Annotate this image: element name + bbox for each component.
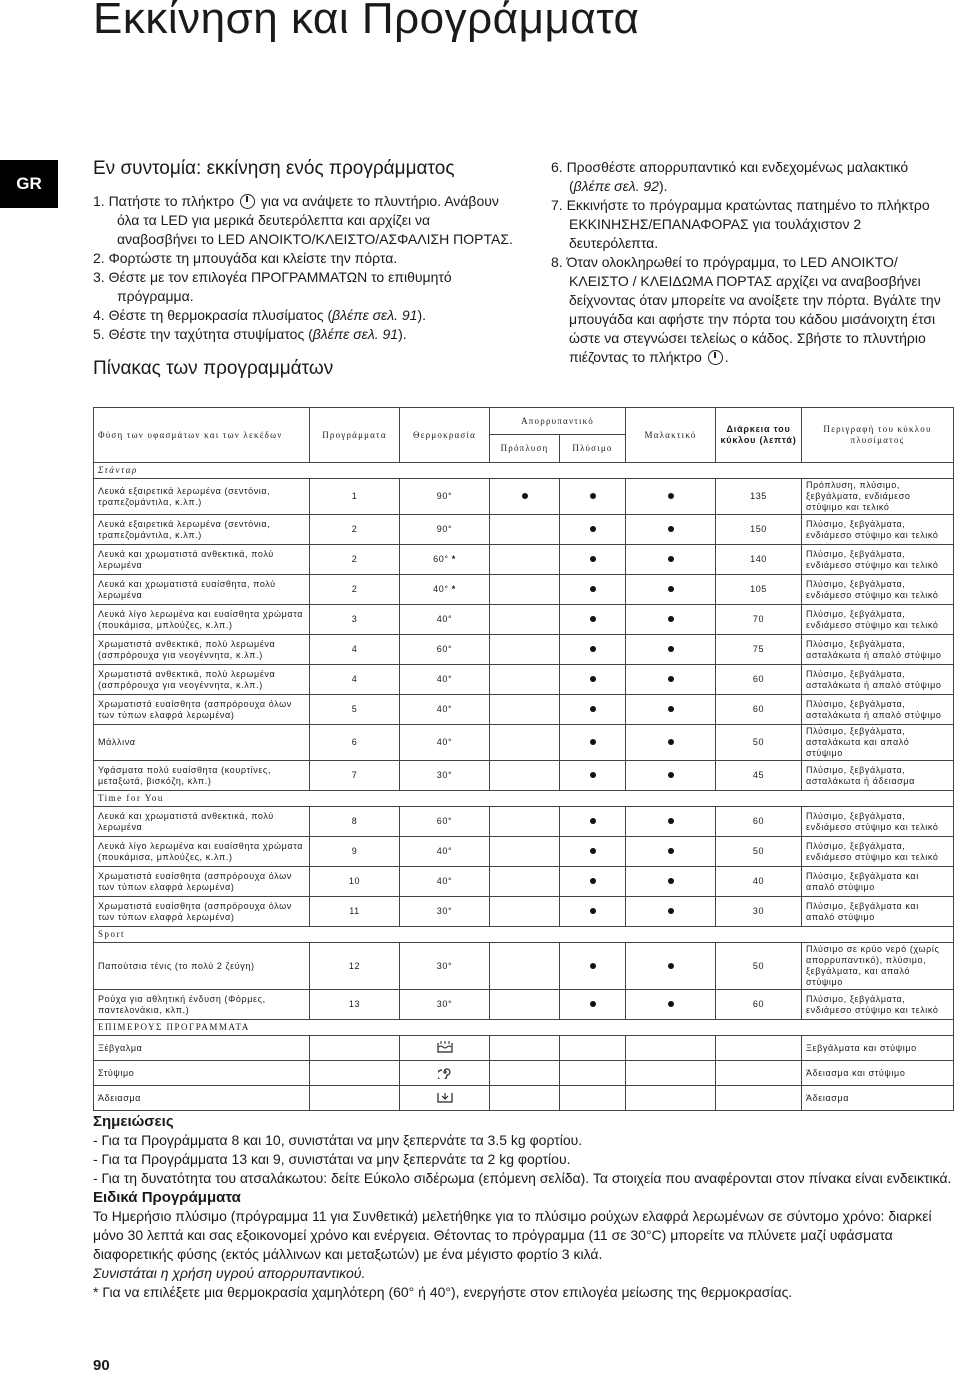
prewash-cell (490, 725, 560, 761)
dot-mark (668, 818, 674, 824)
prewash-cell (490, 515, 560, 545)
quick-start-heading: Εν συντομία: εκκίνηση ενός προγράμματος (93, 158, 455, 179)
dot-mark (590, 878, 596, 884)
header-softener: Μαλακτικό (626, 408, 716, 463)
duration-cell: 105 (716, 575, 802, 605)
step-2: 2. Φορτώστε τη μπουγάδα και κλείστε την πόρτα. (93, 250, 398, 266)
notes-heading: Σημειώσεις (93, 1113, 174, 1130)
wash-cell (560, 807, 626, 837)
table-row (94, 515, 954, 545)
fabric-cell: Χρωματιστά ευαίσθητα (ασπρόρουχα όλων των τύπων ελαφρά λερωμένα) (94, 897, 310, 927)
softener-cell (626, 807, 716, 837)
fabric-cell: Παπούτσια τένις (το πολύ 2 ζεύγη) (94, 943, 310, 990)
description-cell: Πλύσιμο, ξεβγάλματα, ασταλάκωτα ή απαλό στύψιμο (802, 665, 954, 695)
table-row (94, 1036, 954, 1061)
header-temp: Θερμοκρασία (400, 408, 490, 463)
description-cell: Πλύσιμο, ξεβγάλματα, ασταλάκωτα ή απαλό στύψιμο (802, 635, 954, 665)
description-cell: Άδειασμα και στύψιμο (802, 1061, 954, 1086)
wash-cell (560, 897, 626, 927)
program-cell: 3 (310, 605, 400, 635)
softener-cell (626, 605, 716, 635)
header-wash: Πλύσιμο (560, 435, 626, 463)
wash-cell (560, 635, 626, 665)
wash-cell (560, 867, 626, 897)
duration-cell: 60 (716, 807, 802, 837)
wash-cell (560, 545, 626, 575)
dot-mark (668, 848, 674, 854)
fabric-cell: Λευκά λίγο λερωμένα και ευαίσθητα χρώματα (πουκάμισα, μπλούζες, κ.λπ.) (94, 605, 310, 635)
program-cell: 11 (310, 897, 400, 927)
fabric-cell: Άδειασμα (94, 1086, 310, 1111)
dot-mark (590, 556, 596, 562)
wash-cell (560, 943, 626, 990)
fabric-cell: Στύψιμο (94, 1061, 310, 1086)
step-7: 7. Εκκινήστε το πρόγραμμα κρατώντας πατημένο το πλήκτρο ΕΚΚΙΝΗΣΗΣ/ΕΠΑΝΑΦΟΡΑΣ για τουλάχιστον 2 δευτερόλεπτα. (551, 197, 930, 251)
fabric-cell: Υφάσματα πολύ ευαίσθητα (κουρτίνες, μεταξωτά, βισκόζη, κλπ.) (94, 761, 310, 791)
description-cell: Πλύσιμο, ξεβγάλματα, ενδιάμεσο στύψιμο και τελικό (802, 837, 954, 867)
dot-mark (668, 706, 674, 712)
dot-mark (590, 908, 596, 914)
fabric-cell: Χρωματιστά ανθεκτικά, πολύ λερωμένα (ασπρόρουχα για νεογέννητα, κ.λπ.) (94, 665, 310, 695)
dot-mark (668, 772, 674, 778)
dot-mark (590, 616, 596, 622)
section-standard: Στάνταρ (94, 463, 954, 479)
dot-mark (590, 676, 596, 682)
wash-cell (560, 990, 626, 1020)
section-sport: Sport (94, 927, 954, 943)
temp-cell: 30° (400, 897, 490, 927)
program-cell: 4 (310, 635, 400, 665)
program-cell: 13 (310, 990, 400, 1020)
softener-cell (626, 575, 716, 605)
fabric-cell: Λευκά εξαιρετικά λερωμένα (σεντόνια, τραπεζομάντιλα, κ.λπ.) (94, 515, 310, 545)
prewash-cell (490, 807, 560, 837)
header-detergent: Απορρυπαντικό (490, 408, 626, 435)
rinse-icon (400, 1036, 490, 1061)
softener-cell (626, 665, 716, 695)
temp-cell: 90° (400, 479, 490, 515)
table-row (94, 837, 954, 867)
dot-mark (590, 586, 596, 592)
duration-cell: 60 (716, 990, 802, 1020)
step-3: 3. Θέστε με τον επιλογέα ΠΡΟΓΡΑΜΜΑΤΩΝ το επιθυμητό πρόγραμμα. (93, 269, 452, 304)
program-table (93, 407, 954, 1111)
program-cell: 12 (310, 943, 400, 990)
temp-cell: 30° (400, 990, 490, 1020)
table-row (94, 990, 954, 1020)
section-time-for-you: Time for You (94, 791, 954, 807)
step-5: 5. Θέστε την ταχύτητα στυψίματος (βλέπε σελ. 91). (93, 326, 407, 342)
duration-cell: 50 (716, 943, 802, 990)
table-row (94, 867, 954, 897)
dot-mark (668, 963, 674, 969)
prewash-cell (490, 695, 560, 725)
quick-start-column-2 (551, 158, 951, 367)
description-cell: Ξεβγάλματα και στύψιμο (802, 1036, 954, 1061)
special-programs-heading: Ειδικά Προγράμματα (93, 1189, 241, 1206)
prewash-cell (490, 635, 560, 665)
wash-cell (560, 695, 626, 725)
dot-mark (668, 646, 674, 652)
softener-cell (626, 515, 716, 545)
page-number: 90 (93, 1357, 110, 1374)
wash-cell (560, 515, 626, 545)
note-2: - Για τα Προγράμματα 13 και 9, συνιστάται να μην ξεπερνάτε τα 2 kg φορτίου. (93, 1151, 571, 1167)
step-4: 4. Θέστε τη θερμοκρασία πλυσίματος (βλέπε σελ. 91). (93, 307, 427, 323)
table-row (94, 807, 954, 837)
wash-cell (560, 665, 626, 695)
step-1: 1. Πατήστε το πλήκτρο για να ανάψετε το πλυντήριο. Ανάβουν όλα τα LED για μερικά δευτερόλεπτα και αρχίζει να αναβοσβήνει το LED ΑΝΟΙΚΤΟ/ΚΛΕΙΣΤΟ/ΑΣΦΑΛΙΣΗ ΠΟΡΤΑΣ. (93, 193, 513, 247)
temp-cell: 30° (400, 943, 490, 990)
drain-icon (400, 1086, 490, 1111)
temp-cell: 40° * (400, 575, 490, 605)
softener-cell (626, 695, 716, 725)
header-fabric: Φύση των υφασμάτων και των λεκέδων (94, 408, 310, 463)
softener-cell (626, 867, 716, 897)
section-partial-programs: ΕΠΙΜΕΡΟΥΣ ΠΡΟΓΡΑΜΜΑΤΑ (94, 1020, 954, 1036)
quick-start-column (93, 158, 513, 380)
fabric-cell: Λευκά εξαιρετικά λερωμένα (σεντόνια, τραπεζομάντιλα, κ.λπ.) (94, 479, 310, 515)
description-cell: Πλύσιμο, ξεβγάλματα, ενδιάμεσο στύψιμο και τελικό (802, 605, 954, 635)
softener-cell (626, 897, 716, 927)
softener-cell (626, 545, 716, 575)
fabric-cell: Χρωματιστά ανθεκτικά, πολύ λερωμένα (ασπρόρουχα για νεογέννητα, κ.λπ.) (94, 635, 310, 665)
description-cell: Πλύσιμο, ξεβγάλματα, ενδιάμεσο στύψιμο και τελικό (802, 990, 954, 1020)
program-cell: 7 (310, 761, 400, 791)
temp-cell: 60° * (400, 545, 490, 575)
spin-icon (400, 1061, 490, 1086)
duration-cell: 60 (716, 665, 802, 695)
dot-mark (590, 646, 596, 652)
duration-cell: 50 (716, 837, 802, 867)
dot-mark (668, 556, 674, 562)
table-row (94, 761, 954, 791)
wash-cell (560, 605, 626, 635)
temp-cell: 40° (400, 725, 490, 761)
step-8: 8. Όταν ολοκληρωθεί το πρόγραμμα, το LED ΑΝΟΙΚΤΟ/ ΚΛΕΙΣΤΟ / ΚΛΕΙΔΩΜΑ ΠΟΡΤΑΣ αρχίζει να αναβοσβήνει δείχνοντας όταν μπορείτε να ανοίξετε την πόρτα. Βγάλτε την μπουγάδα και αφήστε την πόρτα του κάδου μισάνοιχτη έτσι ώστε να στεγνώσει τελείως ο κάδος. Σβήστε το πλυντήριο πιέζοντας το πλήκτρο . (551, 254, 941, 365)
dot-mark (590, 526, 596, 532)
duration-cell: 30 (716, 897, 802, 927)
star-note: * Για να επιλέξετε μια θερμοκρασία χαμηλότερη (60° ή 40°), ενεργήστε στον επιλογέα μείωσης της θερμοκρασίας. (93, 1284, 793, 1300)
temp-cell: 40° (400, 837, 490, 867)
fabric-cell: Χρωματιστά ευαίσθητα (ασπρόρουχα όλων των τύπων ελαφρά λερωμένα) (94, 695, 310, 725)
power-icon (708, 350, 723, 365)
description-cell: Πλύσιμο, ξεβγάλματα και απαλό στύψιμο (802, 897, 954, 927)
dot-mark (668, 676, 674, 682)
wash-cell (560, 761, 626, 791)
header-description: Περιγραφή του κύκλου πλυσίματος (802, 408, 954, 463)
table-row (94, 1061, 954, 1086)
softener-cell (626, 635, 716, 665)
prewash-cell (490, 867, 560, 897)
table-row (94, 943, 954, 990)
softener-cell (626, 479, 716, 515)
description-cell: Πλύσιμο, ξεβγάλματα, ενδιάμεσο στύψιμο και τελικό (802, 807, 954, 837)
program-table-heading: Πίνακας των προγραμμάτων (93, 358, 334, 379)
dot-mark (590, 848, 596, 854)
prewash-cell (490, 990, 560, 1020)
dot-mark (590, 772, 596, 778)
fabric-cell: Χρωματιστά ευαίσθητα (ασπρόρουχα όλων των τύπων ελαφρά λερωμένα) (94, 867, 310, 897)
dot-mark (522, 493, 528, 499)
header-duration: Διάρκεια του κύκλου (λεπτά) (716, 408, 802, 463)
special-programs-italic: Συνιστάται η χρήση υγρού απορρυπαντικού. (93, 1265, 366, 1281)
dot-mark (668, 739, 674, 745)
table-row (94, 897, 954, 927)
temp-cell: 30° (400, 761, 490, 791)
dot-mark (668, 878, 674, 884)
dot-mark (590, 739, 596, 745)
duration-cell: 135 (716, 479, 802, 515)
description-cell: Άδειασμα (802, 1086, 954, 1111)
dot-mark (668, 586, 674, 592)
program-cell: 8 (310, 807, 400, 837)
language-tab: GR (0, 160, 58, 208)
table-row (94, 545, 954, 575)
table-row (94, 479, 954, 515)
table-row (94, 665, 954, 695)
wash-cell (560, 725, 626, 761)
dot-mark (668, 908, 674, 914)
description-cell: Πλύσιμο, ξεβγάλματα και απαλό στύψιμο (802, 867, 954, 897)
duration-cell: 50 (716, 725, 802, 761)
notes-section (93, 1112, 953, 1302)
prewash-cell (490, 479, 560, 515)
program-cell: 6 (310, 725, 400, 761)
dot-mark (590, 963, 596, 969)
table-row (94, 605, 954, 635)
temp-cell: 40° (400, 665, 490, 695)
dot-mark (590, 493, 596, 499)
description-cell: Πλύσιμο, ξεβγάλματα, ενδιάμεσο στύψιμο και τελικό (802, 545, 954, 575)
table-row (94, 1086, 954, 1111)
temp-cell: 60° (400, 807, 490, 837)
fabric-cell: Ρούχα για αθλητική ένδυση (Φόρμες, παντελονάκια, κλπ.) (94, 990, 310, 1020)
dot-mark (590, 818, 596, 824)
program-cell: 4 (310, 665, 400, 695)
wash-cell (560, 479, 626, 515)
step-6: 6. Προσθέστε απορρυπαντικό και ενδεχομένως μαλακτικό (βλέπε σελ. 92). (551, 159, 909, 194)
fabric-cell: Λευκά και χρωματιστά ευαίσθητα, πολύ λερωμένα (94, 575, 310, 605)
dot-mark (590, 706, 596, 712)
program-cell: 5 (310, 695, 400, 725)
temp-cell: 40° (400, 867, 490, 897)
softener-cell (626, 725, 716, 761)
program-cell: 2 (310, 575, 400, 605)
note-3: - Για τη δυνατότητα του ατσαλάκωτου: δείτε Εύκολο σιδέρωμα (επόμενη σελίδα). Τα στοιχεία που αναφέρονται στον πίνακα είναι ενδεικτικά. (93, 1170, 952, 1186)
softener-cell (626, 837, 716, 867)
page-title: Εκκίνηση και Προγράμματα (93, 0, 640, 43)
prewash-cell (490, 665, 560, 695)
dot-mark (668, 526, 674, 532)
description-cell: Πρόπλυση, πλύσιμο, ξεβγάλματα, ενδιάμεσο στύψιμο και τελικό (802, 479, 954, 515)
program-cell: 9 (310, 837, 400, 867)
program-cell: 10 (310, 867, 400, 897)
temp-cell: 40° (400, 695, 490, 725)
description-cell: Πλύσιμο, ξεβγάλματα, ενδιάμεσο στύψιμο και τελικό (802, 515, 954, 545)
table-row (94, 725, 954, 761)
prewash-cell (490, 897, 560, 927)
special-programs-text: Το Ημερήσιο πλύσιμο (πρόγραμμα 11 για Συνθετικά) μελετήθηκε για το πλύσιμο ρούχων ελαφρά λερωμένων σε σύντομο χρόνο: διαρκεί μόνο 30 λεπτά και σας εξοικονομεί χρόνο και ενέργεια. Θέτοντας το πρόγραμμα (11 σε 30°C) μπορείτε να πλύνετε μαζί υφάσματα διαφορετικής φύσης (εκτός μάλλινων και μεταξωτών) με ένα μέγιστο φορτίο 3 κιλά. (93, 1208, 932, 1262)
duration-cell: 70 (716, 605, 802, 635)
program-cell: 1 (310, 479, 400, 515)
description-cell: Πλύσιμο σε κρύο νερό (χωρίς απορρυπαντικό), πλύσιμο, ξεβγάλματα, και απαλό στύψιμο (802, 943, 954, 990)
duration-cell: 40 (716, 867, 802, 897)
note-1: - Για τα Προγράμματα 8 και 10, συνιστάται να μην ξεπερνάτε τα 3.5 kg φορτίου. (93, 1132, 583, 1148)
power-icon (240, 194, 255, 209)
program-cell: 2 (310, 515, 400, 545)
prewash-cell (490, 575, 560, 605)
program-cell: 2 (310, 545, 400, 575)
softener-cell (626, 990, 716, 1020)
header-program: Προγράμματα (310, 408, 400, 463)
table-row (94, 575, 954, 605)
softener-cell (626, 943, 716, 990)
fabric-cell: Μάλλινα (94, 725, 310, 761)
duration-cell: 140 (716, 545, 802, 575)
wash-cell (560, 837, 626, 867)
prewash-cell (490, 545, 560, 575)
table-row (94, 695, 954, 725)
dot-mark (668, 493, 674, 499)
fabric-cell: Λευκά και χρωματιστά ανθεκτικά, πολύ λερωμένα (94, 545, 310, 575)
wash-cell (560, 575, 626, 605)
fabric-cell: Λευκά και χρωματιστά ανθεκτικά, πολύ λερωμένα (94, 807, 310, 837)
description-cell: Πλύσιμο, ξεβγάλματα, ενδιάμεσο στύψιμο και τελικό (802, 575, 954, 605)
duration-cell: 150 (716, 515, 802, 545)
temp-cell: 60° (400, 635, 490, 665)
prewash-cell (490, 605, 560, 635)
table-row (94, 635, 954, 665)
fabric-cell: Ξέβγαλμα (94, 1036, 310, 1061)
duration-cell: 60 (716, 695, 802, 725)
dot-mark (668, 616, 674, 622)
prewash-cell (490, 943, 560, 990)
dot-mark (590, 1001, 596, 1007)
prewash-cell (490, 837, 560, 867)
temp-cell: 40° (400, 605, 490, 635)
description-cell: Πλύσιμο, ξεβγάλματα, ασταλάκωτα ή απαλό στύψιμο (802, 695, 954, 725)
softener-cell (626, 761, 716, 791)
duration-cell: 75 (716, 635, 802, 665)
description-cell: Πλύσιμο, ξεβγάλματα, ασταλάκωτα ή άδειασμα (802, 761, 954, 791)
description-cell: Πλύσιμο, ξεβγάλματα, ασταλάκωτα και απαλό στύψιμο (802, 725, 954, 761)
temp-cell: 90° (400, 515, 490, 545)
header-prewash: Πρόπλυση (490, 435, 560, 463)
duration-cell: 45 (716, 761, 802, 791)
fabric-cell: Λευκά λίγο λερωμένα και ευαίσθητα χρώματα (πουκάμισα, μπλούζες, κ.λπ.) (94, 837, 310, 867)
dot-mark (668, 1001, 674, 1007)
prewash-cell (490, 761, 560, 791)
